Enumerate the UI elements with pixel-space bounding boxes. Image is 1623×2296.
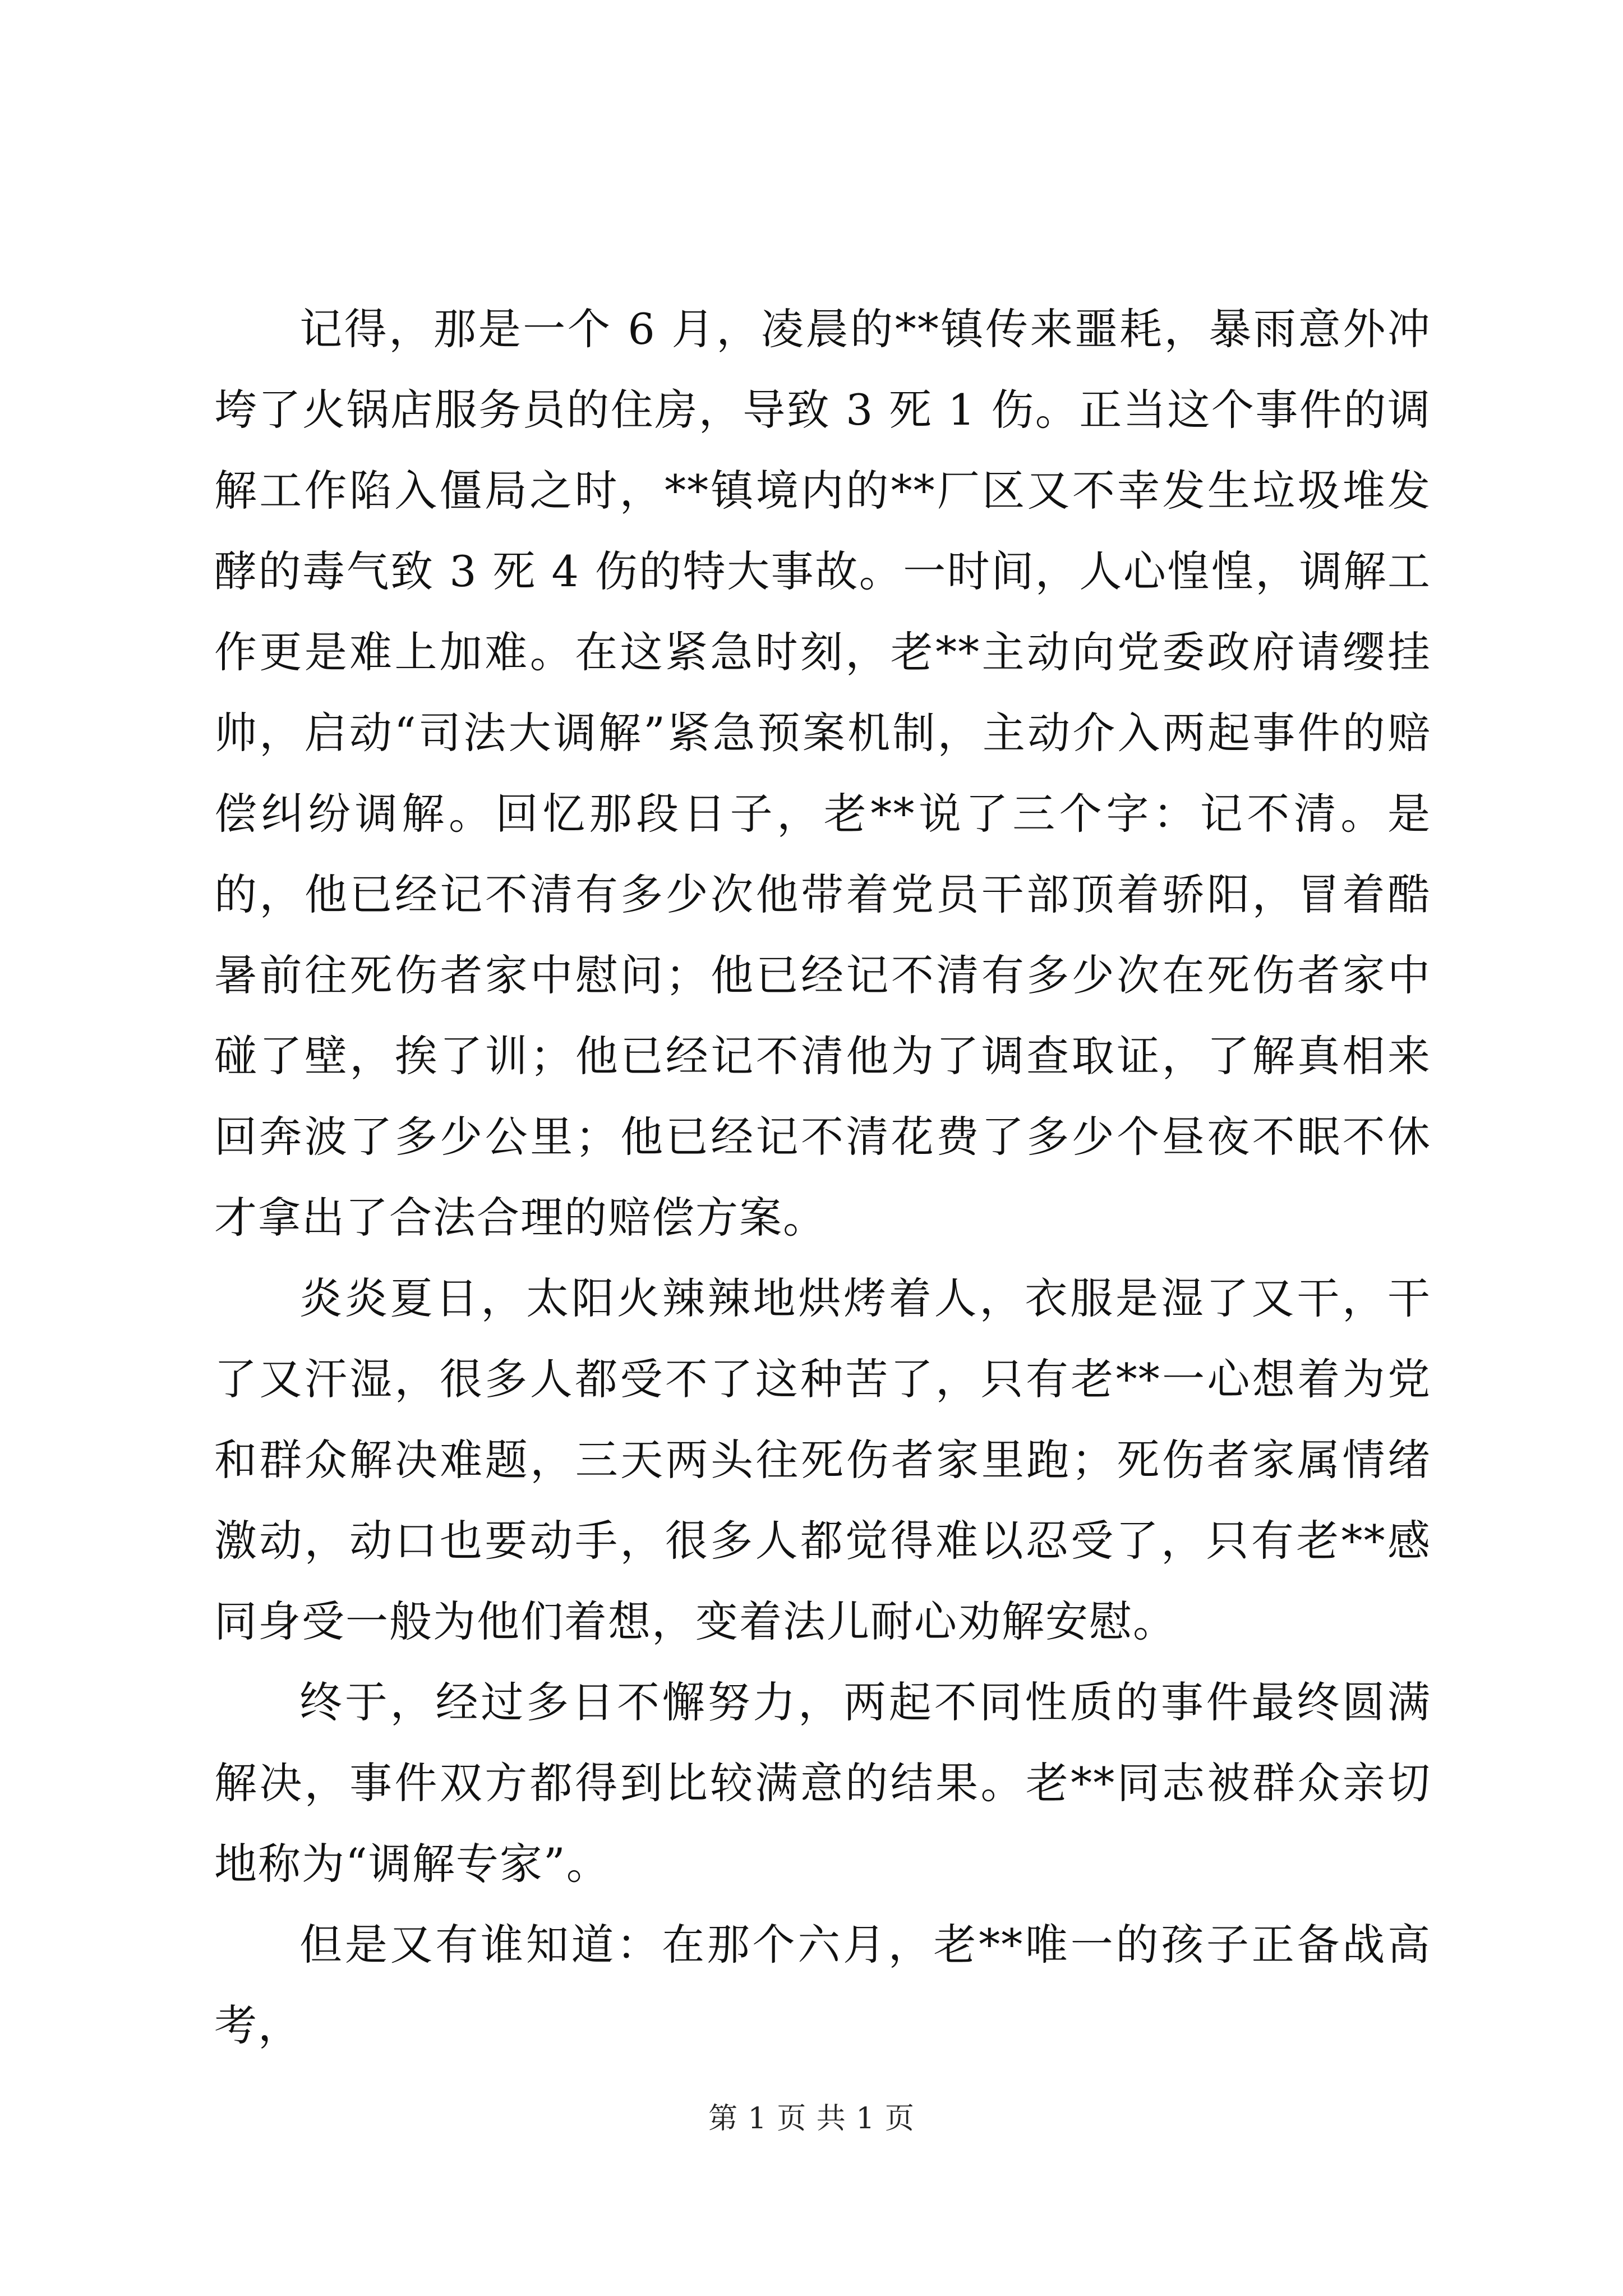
paragraph-2: 炎炎夏日，太阳火辣辣地烘烤着人，衣服是湿了又干，干了又汗湿，很多人都受不了这种苦了，只有老**一心想着为党和群众解决难题，三天两头往死伤者家里跑；死伤者家属情绪激动，动口也要动手，很多人都觉得难以忍受了，只有老**感同身受一般为他们着想，变着法儿耐心劝解安慰。 — [214, 1273, 1431, 1646]
document-body — [214, 289, 1431, 2066]
paragraph-4: 但是又有谁知道：在那个六月，老**唯一的孩子正备战高考， — [214, 1920, 1431, 2050]
page-footer: 第 1 页 共 1 页 — [708, 2102, 915, 2136]
paragraph-3: 终于，经过多日不懈努力，两起不同性质的事件最终圆满解决，事件双方都得到比较满意的结果。老**同志被群众亲切地称为“调解专家”。 — [214, 1677, 1431, 1889]
paragraph-1: 记得，那是一个 6 月，凌晨的**镇传来噩耗，暴雨意外冲垮了火锅店服务员的住房，导致 3 死 1 伤。正当这个事件的调解工作陷入僵局之时，**镇境内的**厂区又不幸发生垃圾堆发酵的毒气致 3 死 4 伤的特大事故。一时间，人心惶惶，调解工作更是难上加难。在这紧急时刻，老**主动向党委政府请缨挂帅，启动“司法大调解”紧急预案机制，主动介入两起事件的赔偿纠纷调解。回忆那段日子，老**说了三个字：记不清。是的，他已经记不清有多少次他带着党员干部顶着骄阳，冒着酷暑前往死伤者家中慰问；他已经记不清有多少次在死伤者家中碰了壁，挨了训；他已经记不清他为了调查取证，了解真相来回奔波了多少公里；他已经记不清花费了多少个昼夜不眠不休才拿出了合法合理的赔偿方案。 — [214, 304, 1431, 1243]
